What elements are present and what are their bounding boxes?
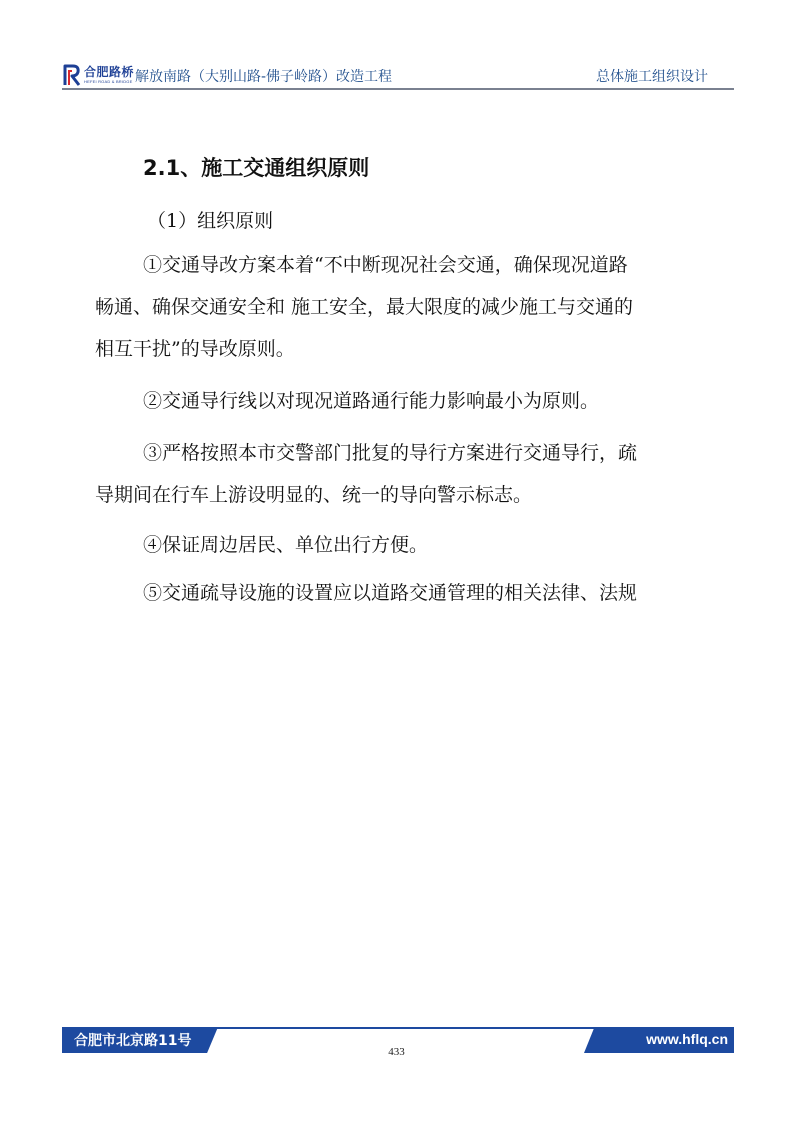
paragraph-line: ②交通导行线以对现况道路通行能力影响最小为原则。 (143, 390, 600, 412)
paragraph-line: 相互干扰”的导改原则。 (95, 338, 295, 360)
footer-address: 合肥市北京路11号 (74, 1033, 192, 1049)
footer-divider (212, 1027, 612, 1029)
footer-website: www.hflq.cn (646, 1031, 728, 1047)
paragraph-line: 畅通、确保交通安全和 施工安全，最大限度的减少施工与交通的 (95, 296, 634, 318)
section-heading: 2.1、施工交通组织原则 (143, 156, 370, 180)
paragraph-4 (95, 524, 735, 566)
paragraph-line: ①交通导改方案本着“不中断现况社会交通，确保现况道路 (143, 254, 628, 276)
page-number: 433 (388, 1046, 405, 1058)
paragraph-line: ③严格按照本市交警部门批复的导行方案进行交通导行，疏 (143, 442, 638, 464)
paragraph-line: ⑤交通疏导设施的设置应以道路交通管理的相关法律、法规 (143, 582, 638, 604)
subsection-heading: （1）组织原则 (147, 210, 274, 232)
logo-english-name: HEFEI ROAD & BRIDGE (84, 79, 133, 84)
company-logo (62, 62, 134, 88)
header-divider (62, 88, 734, 90)
project-title: 解放南路（大别山路-佛子岭路）改造工程 (135, 69, 393, 85)
paragraph-line: ④保证周边居民、单位出行方便。 (143, 534, 429, 556)
paragraph-1 (95, 244, 735, 370)
document-type: 总体施工组织设计 (596, 69, 708, 85)
paragraph-5 (95, 572, 735, 614)
logo-mark-icon (62, 63, 82, 87)
paragraph-2 (95, 380, 735, 422)
paragraph-3 (95, 432, 735, 516)
logo-chinese-name: 合肥路桥 (84, 65, 135, 79)
paragraph-line: 导期间在行车上游设明显的、统一的导向警示标志。 (95, 484, 533, 506)
page-header (62, 60, 734, 96)
